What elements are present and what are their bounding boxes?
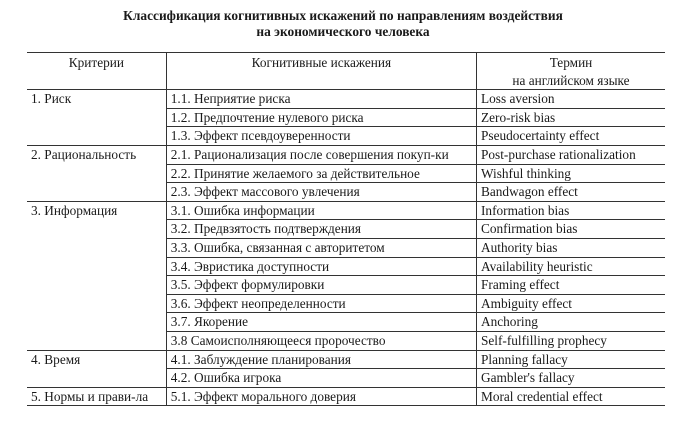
term-cell: Ambiguity effect [477, 294, 666, 313]
term-cell: Gambler's fallacy [477, 369, 666, 388]
term-cell: Anchoring [477, 313, 666, 332]
header-term-line-1: Термин [549, 55, 593, 70]
title-line-2: на экономического человека [256, 24, 430, 39]
criterion-cell: 4. Время [27, 350, 166, 387]
distortion-cell: 1.1. Неприятие риска [166, 90, 476, 109]
distortion-cell: 3.1. Ошибка информации [166, 201, 476, 220]
table-title [0, 8, 686, 40]
distortion-cell: 3.3. Ошибка, связанная с авторитетом [166, 238, 476, 257]
term-cell: Confirmation bias [477, 220, 666, 239]
term-cell: Information bias [477, 201, 666, 220]
distortion-cell: 1.2. Предпочтение нулевого риска [166, 108, 476, 127]
term-cell: Moral credential effect [477, 387, 666, 406]
header-distortions: Когнитивные искажения [166, 53, 476, 90]
table-row [27, 201, 665, 220]
term-cell: Planning fallacy [477, 350, 666, 369]
table-row [27, 387, 665, 406]
distortion-cell: 3.5. Эффект формулировки [166, 276, 476, 295]
header-row [27, 53, 665, 90]
term-cell: Bandwagon effect [477, 183, 666, 202]
header-term [477, 53, 666, 90]
criterion-cell: 2. Рациональность [27, 145, 166, 201]
distortion-cell: 3.6. Эффект неопределенности [166, 294, 476, 313]
table-row [27, 90, 665, 109]
term-cell: Self-fulfilling prophecy [477, 331, 666, 350]
distortion-cell: 3.7. Якорение [166, 313, 476, 332]
term-cell: Zero-risk bias [477, 108, 666, 127]
table-body [27, 90, 665, 406]
term-cell: Wishful thinking [477, 164, 666, 183]
distortion-cell: 2.3. Эффект массового увлечения [166, 183, 476, 202]
header-term-line-2: на английском языке [512, 72, 630, 88]
term-cell: Availability heuristic [477, 257, 666, 276]
distortion-cell: 5.1. Эффект морального доверия [166, 387, 476, 406]
term-cell: Authority bias [477, 238, 666, 257]
table-row [27, 145, 665, 164]
distortion-cell: 4.2. Ошибка игрока [166, 369, 476, 388]
criterion-cell: 1. Риск [27, 90, 166, 146]
term-cell: Pseudocertainty effect [477, 127, 666, 146]
table-row [27, 350, 665, 369]
criterion-cell: 3. Информация [27, 201, 166, 350]
distortion-cell: 3.4. Эвристика доступности [166, 257, 476, 276]
distortion-cell: 4.1. Заблуждение планирования [166, 350, 476, 369]
distortion-cell: 2.1. Рационализация после совершения покуп-ки [166, 145, 476, 164]
term-cell: Framing effect [477, 276, 666, 295]
distortion-cell: 1.3. Эффект псевдоуверенности [166, 127, 476, 146]
distortion-cell: 3.8 Самоисполняющееся пророчество [166, 331, 476, 350]
distortion-cell: 2.2. Принятие желаемого за действительное [166, 164, 476, 183]
term-cell: Post-purchase rationalization [477, 145, 666, 164]
distortion-cell: 3.2. Предвзятость подтверждения [166, 220, 476, 239]
header-criteria: Критерии [27, 53, 166, 90]
criterion-cell: 5. Нормы и прави-ла [27, 387, 166, 406]
cognitive-distortions-table [27, 52, 665, 406]
term-cell: Loss aversion [477, 90, 666, 109]
title-line-1: Классификация когнитивных искажений по направлениям воздействия [123, 8, 563, 23]
